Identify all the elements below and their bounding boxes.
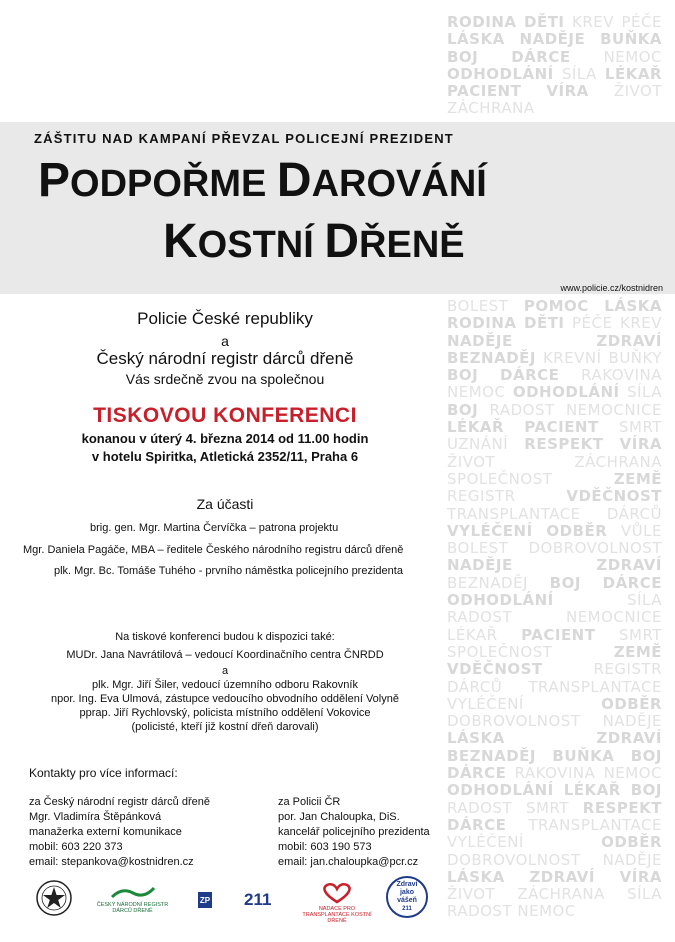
- cloud-word: VYLÉČENÍ: [447, 833, 524, 852]
- cloud-word: DOBROVOLNOST: [447, 850, 581, 869]
- insurance-number: 211: [244, 890, 272, 909]
- cloud-word: NADĚJE: [602, 850, 662, 869]
- contact-police: [278, 795, 430, 870]
- cloud-word: DÁRCŮ: [606, 504, 662, 523]
- sponsor-logos: [0, 860, 450, 930]
- cloud-word: ODHODLÁNÍ: [512, 383, 620, 402]
- foundation-heart-icon: [320, 882, 354, 904]
- cloud-word: RADOST: [489, 400, 555, 419]
- cloud-word: TRANSPLANTACE: [528, 677, 662, 696]
- organizer-registry: Český národní registr dárců dřeně: [96, 349, 354, 368]
- foundation-logo: [302, 882, 372, 924]
- word-cloud-bottom: [447, 298, 662, 924]
- cloud-word: BOJ: [630, 781, 662, 800]
- contact-line: za Český národní registr dárců dřeně: [29, 796, 210, 808]
- contact-line: za Policii ČR: [278, 796, 341, 808]
- cloud-word: NEMOC: [517, 902, 576, 921]
- cloud-word: VYLÉČENÍ: [447, 694, 524, 713]
- cloud-word: TRANSPLANTACE: [447, 504, 581, 523]
- cloud-word: VÍRA: [546, 82, 589, 101]
- cloud-word: VÍRA: [619, 435, 662, 454]
- contact-line: mobil: 603 220 373: [29, 841, 123, 853]
- available-note: (policisté, kteří již kostní dřeň darovali): [131, 721, 319, 733]
- cloud-word: DÁRCŮ: [447, 677, 503, 696]
- title-initial: D: [324, 215, 360, 268]
- cloud-word: SÍLA: [627, 885, 662, 904]
- cloud-word: ODHODLÁNÍ: [447, 781, 554, 800]
- cloud-word: RAKOVINA: [514, 764, 596, 783]
- cloud-word: BOLEST: [447, 539, 509, 558]
- available-heading: Na tiskové konferenci budou k dispozici také:: [115, 631, 335, 643]
- title-word: ŘENĚ: [359, 224, 465, 266]
- cloud-word: LÁSKA: [604, 297, 662, 315]
- cloud-word: ŽIVOT: [613, 82, 662, 101]
- title-line-2: [163, 214, 465, 269]
- cloud-word: LÁSKA: [447, 30, 505, 49]
- cloud-word: LÉKAŘ: [447, 418, 505, 437]
- cloud-word: ZDRAVÍ: [596, 729, 662, 748]
- cloud-word: RODINA: [447, 13, 517, 31]
- cloud-word: ODHODLÁNÍ: [447, 64, 554, 83]
- cloud-word: ZEMĚ: [613, 469, 662, 488]
- cloud-word: ZDRAVÍ: [596, 556, 662, 575]
- cloud-word: LÉKAŘ: [447, 625, 498, 644]
- badge-number: 211: [402, 906, 412, 912]
- cloud-word: BEZNADĚJ: [447, 348, 536, 367]
- cloud-word: PACIENT: [447, 82, 522, 101]
- registry-logo-text: ČESKÝ NÁRODNÍ REGISTR DÁRCŮ DŘENĚ: [96, 902, 169, 914]
- cloud-word: PÉČE: [621, 13, 662, 31]
- title-initial: K: [163, 215, 198, 268]
- contact-registry: [29, 795, 210, 870]
- conference-venue: v hotelu Spiritka, Atletická 2352/11, Praha 6: [91, 449, 359, 464]
- health-badge: [386, 876, 428, 918]
- cloud-word: SÍLA: [627, 383, 662, 402]
- cloud-word: SPOLEČNOST: [447, 642, 553, 661]
- available-connector: a: [221, 665, 229, 677]
- cloud-word: NADĚJE: [447, 556, 513, 575]
- cloud-word: DOBROVOLNOST: [528, 539, 662, 558]
- cloud-word: BUŇKY: [608, 348, 662, 367]
- cloud-word: BUŇKA: [600, 30, 662, 49]
- contact-email[interactable]: email: jan.chaloupka@pcr.cz: [278, 856, 419, 868]
- registry-ribbon-icon: [110, 885, 156, 899]
- contact-line: mobil: 603 190 573: [278, 841, 372, 853]
- cloud-word: BUŇKA: [552, 746, 615, 765]
- website-link[interactable]: www.policie.cz/kostnidren: [560, 283, 663, 293]
- conference-date: konanou v úterý 4. března 2014 od 11.00 hodin: [81, 431, 369, 446]
- available-person: npor. Ing. Eva Ulmová, zástupce vedoucího obvodního oddělení Volyně: [51, 693, 399, 705]
- insurance-logo: [198, 890, 271, 910]
- cloud-word: NEMOCNICE: [565, 400, 662, 419]
- cloud-word: ZDRAVÍ: [529, 867, 595, 886]
- cloud-word: SÍLA: [627, 591, 662, 610]
- cloud-word: RAKOVINA: [581, 366, 662, 385]
- organizer-police: Policie České republiky: [137, 309, 313, 328]
- cloud-word: SMRT: [619, 418, 662, 437]
- cloud-word: LÁSKA: [447, 729, 505, 748]
- cloud-word: ŽIVOT: [447, 885, 496, 904]
- title-line-1: [38, 153, 487, 208]
- cloud-word: DĚTI: [524, 314, 565, 333]
- contact-line: Mgr. Vladimíra Štěpánková: [29, 811, 162, 823]
- badge-text: vášeň: [397, 897, 417, 904]
- available-person: MUDr. Jana Navrátilová – vedoucí Koordinačního centra ČNRDD: [66, 649, 384, 661]
- attendance-heading: Za účasti: [196, 496, 254, 512]
- cloud-word: RESPEKT: [582, 798, 662, 817]
- cloud-word: KREVNÍ: [542, 348, 602, 367]
- cloud-word: NADĚJE: [602, 712, 662, 731]
- cloud-word: ODBĚR: [601, 694, 662, 713]
- cloud-word: DÁRCE: [511, 47, 571, 66]
- cloud-word: ŽIVOT: [447, 452, 496, 471]
- cloud-word: ZÁCHRANA: [517, 885, 605, 904]
- cloud-word: DÁRCE: [602, 573, 662, 592]
- title-initial: P: [38, 154, 71, 207]
- cloud-word: UZNÁNÍ: [447, 435, 509, 454]
- participant: plk. Mgr. Bc. Tomáše Tuhého - prvního náměstka policejního prezidenta: [54, 565, 403, 577]
- cloud-word: VÍRA: [619, 867, 662, 886]
- cloud-word: KREV: [620, 314, 662, 333]
- cloud-word: DĚTI: [524, 13, 565, 31]
- cloud-word: NEMOC: [603, 764, 662, 783]
- cloud-word: BEZNADĚJ: [447, 746, 536, 765]
- police-star-icon: [36, 880, 72, 916]
- cloud-word: BOJ: [549, 573, 581, 592]
- foundation-logo-text: NADACE PRO TRANSPLANTACE KOSTNÍ DŘENĚ: [302, 906, 372, 924]
- cloud-word: VDĚČNOST: [447, 660, 543, 679]
- and-connector: a: [221, 333, 229, 349]
- cloud-word: LÉKAŘ: [604, 64, 662, 83]
- badge-circle: [386, 876, 428, 918]
- cloud-word: VYLÉČENÍ: [447, 521, 533, 540]
- contact-email[interactable]: email: stepankova@kostnidren.cz: [29, 856, 194, 868]
- cloud-word: RADOST: [447, 608, 513, 627]
- cloud-word: KREV: [572, 13, 615, 31]
- cloud-word: PACIENT: [521, 625, 596, 644]
- cloud-word: LÁSKA: [447, 867, 505, 886]
- cloud-word: VŮLE: [620, 521, 662, 540]
- cloud-word: BOJ: [630, 746, 662, 765]
- cloud-word: BOJ: [447, 47, 479, 66]
- title-word: AROVÁNÍ: [311, 163, 487, 205]
- badge-text: Zdraví: [396, 881, 418, 888]
- cloud-word: NEMOC: [447, 383, 506, 402]
- cloud-word: BOJ: [447, 400, 479, 419]
- cloud-word: ODBĚR: [601, 833, 662, 852]
- cloud-word: NEMOCNICE: [565, 608, 662, 627]
- title-word: ODPOŘME: [70, 163, 277, 205]
- cloud-word: BOLEST: [447, 297, 509, 315]
- cloud-word: SMRT: [525, 798, 569, 817]
- cloud-word: ZEMĚ: [613, 642, 662, 661]
- cloud-word: ZÁCHRANA: [574, 452, 662, 471]
- patron-line: ZÁŠTITU NAD KAMPANÍ PŘEVZAL POLICEJNÍ PREZIDENT: [34, 131, 454, 146]
- cloud-word: DÁRCE: [447, 815, 507, 834]
- cloud-word: DÁRCE: [500, 366, 560, 385]
- cloud-word: ODBĚR: [546, 521, 608, 540]
- cloud-word: RODINA: [447, 314, 517, 333]
- cloud-word: SMRT: [619, 625, 662, 644]
- title-word: OSTNÍ: [197, 224, 325, 266]
- cloud-word: SÍLA: [561, 64, 597, 83]
- cloud-word: ZÁCHRANA: [447, 99, 535, 118]
- cloud-word: NADĚJE: [447, 331, 513, 350]
- participant: brig. gen. Mgr. Martina Červíčka – patrona projektu: [90, 522, 339, 534]
- available-person: plk. Mgr. Jiří Šiler, vedoucí územního odboru Rakovník: [92, 679, 358, 691]
- cloud-word: NADĚJE: [519, 30, 586, 49]
- cloud-word: RADOST: [447, 902, 513, 921]
- invitation-text: Vás srdečně zvou na společnou: [125, 371, 325, 387]
- cloud-word: TRANSPLANTACE: [528, 815, 662, 834]
- cloud-word: BEZNADĚJ: [447, 573, 528, 592]
- cloud-word: RADOST: [447, 798, 513, 817]
- cloud-word: REGISTR: [593, 660, 662, 679]
- cloud-word: RESPEKT: [524, 435, 604, 454]
- cloud-word: PACIENT: [524, 418, 599, 437]
- insurance-mark-icon: ZP: [198, 892, 212, 908]
- cloud-word: REGISTR: [447, 487, 516, 506]
- cloud-word: VDĚČNOST: [566, 487, 662, 506]
- cloud-word: DÁRCE: [447, 764, 507, 783]
- contact-line: manažerka externí komunikace: [29, 826, 182, 838]
- cloud-word: ZDRAVÍ: [596, 331, 662, 350]
- badge-text: jako: [399, 889, 414, 896]
- cloud-word: LÉKAŘ: [563, 781, 621, 800]
- title-initial: D: [276, 154, 312, 207]
- cloud-word: POMOC: [523, 297, 589, 315]
- cloud-word: NEMOC: [603, 47, 662, 66]
- word-cloud-top: [447, 14, 662, 124]
- registry-logo: [95, 885, 170, 914]
- cloud-word: BOJ: [447, 366, 479, 385]
- cloud-word: SPOLEČNOST: [447, 469, 553, 488]
- conference-heading: TISKOVOU KONFERENCI: [93, 404, 357, 427]
- cloud-word: DOBROVOLNOST: [447, 712, 581, 731]
- cloud-word: PÉČE: [572, 314, 613, 333]
- police-logo: [36, 880, 72, 916]
- insurance-stripes-icon: [214, 892, 244, 908]
- contact-line: kancelář policejního prezidenta: [278, 826, 430, 838]
- available-person: pprap. Jiří Rychlovský, policista místního oddělení Vokovice: [79, 707, 371, 719]
- participant: Mgr. Daniela Pagáče, MBA – ředitele Českého národního registru dárců dřeně: [23, 544, 404, 556]
- contacts-heading: Kontakty pro více informací:: [29, 766, 178, 780]
- cloud-word: ODHODLÁNÍ: [447, 591, 554, 610]
- contact-line: por. Jan Chaloupka, DiS.: [278, 811, 400, 823]
